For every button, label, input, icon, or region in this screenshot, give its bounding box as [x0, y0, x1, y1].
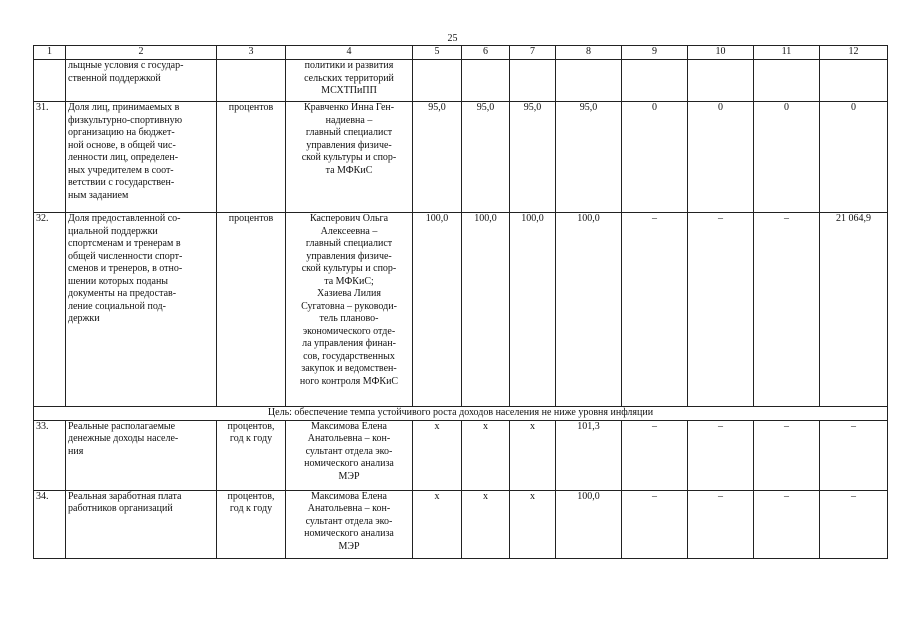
value-cell: – — [754, 420, 820, 490]
column-number-row — [34, 46, 888, 60]
value-cell: х — [413, 420, 462, 490]
value-cell: 95,0 — [510, 102, 556, 213]
goal-heading: Цель: обеспечение темпа устойчивого роста доходов населения не ниже уровня инфляции — [34, 407, 888, 421]
value-cell: 21 064,9 — [820, 213, 888, 407]
value-cell: – — [754, 213, 820, 407]
column-header: 9 — [622, 46, 688, 60]
row-number: 32. — [34, 213, 66, 407]
value-cell: 100,0 — [556, 490, 622, 558]
table-row — [34, 213, 888, 407]
value-cell: 100,0 — [413, 213, 462, 407]
value-cell: х — [510, 420, 556, 490]
value-cell: – — [754, 490, 820, 558]
value-cell: 0 — [820, 102, 888, 213]
indicator-name: Доля предоставленной со- циальной поддержки спортсменам и тренерам в общей численности спорт- сменов и тренеров, в отно- шении которых поданы документы на предостав- ление социальной под- держки — [66, 213, 217, 407]
value-cell: 0 — [688, 102, 754, 213]
value-cell: – — [688, 420, 754, 490]
value-cell: 101,3 — [556, 420, 622, 490]
indicator-name: Доля лиц, принимаемых в физкультурно-спортивную организацию на бюджет- ной основе, в общей чис- ленности лиц, определен- ных учредителем в соот- ветствии с государствен- ным заданием — [66, 102, 217, 213]
unit: процентов, год к году — [217, 490, 286, 558]
value-cell: – — [688, 213, 754, 407]
indicator-name: льщные условия с государ- ственной поддержкой — [66, 60, 217, 102]
unit: процентов — [217, 213, 286, 407]
unit: процентов, год к году — [217, 420, 286, 490]
value-cell: 100,0 — [462, 213, 510, 407]
value-cell: – — [820, 490, 888, 558]
value-cell: х — [510, 490, 556, 558]
unit — [217, 60, 286, 102]
goal-row — [34, 407, 888, 421]
column-header: 12 — [820, 46, 888, 60]
column-header: 11 — [754, 46, 820, 60]
column-header: 4 — [286, 46, 413, 60]
table-row — [34, 490, 888, 558]
value-cell: – — [820, 420, 888, 490]
value-cell: 0 — [622, 102, 688, 213]
value-cell: – — [688, 490, 754, 558]
value-cell: – — [622, 490, 688, 558]
column-header: 1 — [34, 46, 66, 60]
value-cell: – — [622, 213, 688, 407]
responsible: политики и развития сельских территорий МСХТПиПП — [286, 60, 413, 102]
indicator-name: Реальные располагаемые денежные доходы населе- ния — [66, 420, 217, 490]
value-cell: х — [413, 490, 462, 558]
value-cell: – — [622, 420, 688, 490]
page-number: 25 — [447, 33, 458, 44]
column-header: 5 — [413, 46, 462, 60]
value-cell: 100,0 — [510, 213, 556, 407]
responsible: Касперович Ольга Алексеевна – главный специалист управления физиче- ской культуры и спор- та МФКиС; Хазиева Лилия Сугатовна – руководи- тель планово- экономического отде- ла управления финан- сов, государственных закупок и ведомствен- ного контроля МФКиС — [286, 213, 413, 407]
responsible: Кравченко Инна Ген- надиевна – главный специалист управления физиче- ской культуры и спор- та МФКиС — [286, 102, 413, 213]
table-row — [34, 102, 888, 213]
row-number: 33. — [34, 420, 66, 490]
value-cell: 95,0 — [462, 102, 510, 213]
column-header: 10 — [688, 46, 754, 60]
responsible: Максимова Елена Анатольевна – кон- сультант отдела эко- номического анализа МЭР — [286, 490, 413, 558]
continuation-row — [34, 60, 888, 102]
indicator-name: Реальная заработная плата работников организаций — [66, 490, 217, 558]
indicators-table — [33, 45, 888, 559]
table-row — [34, 420, 888, 490]
row-number — [34, 60, 66, 102]
column-header: 8 — [556, 46, 622, 60]
value-cell: х — [462, 420, 510, 490]
responsible: Максимова Елена Анатольевна – кон- сультант отдела эко- номического анализа МЭР — [286, 420, 413, 490]
value-cell: 95,0 — [556, 102, 622, 213]
row-number: 31. — [34, 102, 66, 213]
column-header: 7 — [510, 46, 556, 60]
value-cell: х — [462, 490, 510, 558]
value-cell: 0 — [754, 102, 820, 213]
column-header: 3 — [217, 46, 286, 60]
row-number: 34. — [34, 490, 66, 558]
value-cell: 100,0 — [556, 213, 622, 407]
column-header: 6 — [462, 46, 510, 60]
column-header: 2 — [66, 46, 217, 60]
value-cell: 95,0 — [413, 102, 462, 213]
unit: процентов — [217, 102, 286, 213]
